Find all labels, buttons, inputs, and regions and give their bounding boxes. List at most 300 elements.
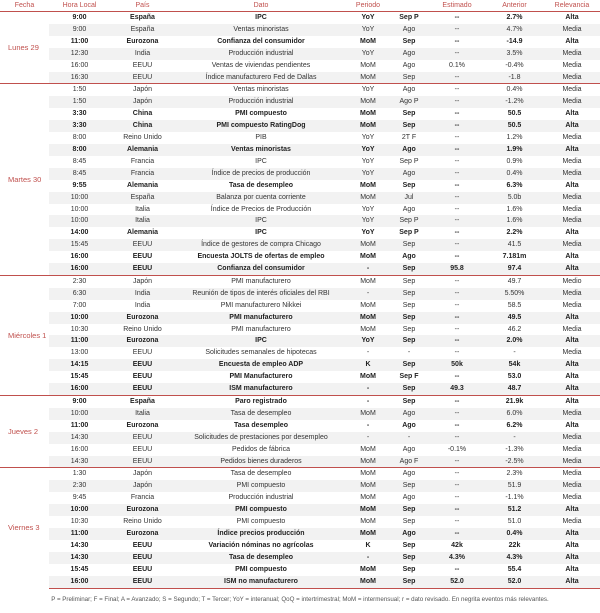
previous-cell: 2.7% [485,12,544,24]
previous-cell: 52.0 [485,576,544,588]
relevance-cell: Alta [544,383,600,395]
relevance-cell: Alta [544,371,600,383]
previous-cell: 0.4% [485,528,544,540]
table-row [0,204,600,216]
country-cell: Japón [110,480,175,492]
period-cell: YoY [347,144,389,156]
indicator-cell: Tasa de desempleo [175,180,347,192]
table-row [0,36,600,48]
indicator-cell: Pedidos de fábrica [175,444,347,456]
estimate-cell: 95.8 [429,263,485,275]
previous-cell: 1.6% [485,204,544,216]
previous-cell: 97.4 [485,263,544,275]
previous-cell: 6.3% [485,180,544,192]
relevance-cell: Alta [544,108,600,120]
table-row [0,528,600,540]
table-row [0,12,600,24]
reference-cell: Sep [389,72,429,84]
period-cell: K [347,540,389,552]
estimate-cell: -- [429,335,485,347]
day-label: Miércoles 1 [0,275,49,395]
relevance-cell: Media [544,300,600,312]
relevance-cell: Media [544,347,600,359]
table-row [0,275,600,287]
previous-cell: 0.4% [485,168,544,180]
table-row [0,96,600,108]
indicator-cell: PMI compuesto [175,516,347,528]
reference-cell: Sep [389,180,429,192]
time-cell: 16:00 [49,263,110,275]
reference-cell: Sep P [389,156,429,168]
time-cell: 11:00 [49,528,110,540]
period-cell: YoY [347,215,389,227]
indicator-cell: PIB [175,132,347,144]
time-cell: 7:00 [49,300,110,312]
period-cell: MoM [347,108,389,120]
estimate-cell: -- [429,480,485,492]
time-cell: 14:00 [49,227,110,239]
previous-cell: 2.2% [485,227,544,239]
estimate-cell: -- [429,300,485,312]
estimate-cell: -- [429,48,485,60]
country-cell: Eurozona [110,504,175,516]
previous-cell: 51.9 [485,480,544,492]
country-cell: Eurozona [110,335,175,347]
time-cell: 1:50 [49,96,110,108]
reference-cell: Sep [389,263,429,275]
previous-cell: 6.0% [485,408,544,420]
indicator-cell: Ventas de viviendas pendientes [175,60,347,72]
period-cell: - [347,347,389,359]
day-label: Martes 30 [0,84,49,276]
reference-cell: Sep [389,576,429,588]
table-row [0,540,600,552]
estimate-cell: -- [429,108,485,120]
previous-cell: 22k [485,540,544,552]
indicator-cell: Producción industrial [175,48,347,60]
reference-cell: Sep P [389,12,429,24]
relevance-cell: Alta [544,396,600,408]
previous-cell: -1.3% [485,444,544,456]
indicator-cell: ISM no manufacturero [175,576,347,588]
estimate-cell: -- [429,204,485,216]
indicator-cell: Ventas minoristas [175,24,347,36]
table-row [0,108,600,120]
country-cell: Reino Unido [110,324,175,336]
table-row [0,504,600,516]
previous-cell: -0.4% [485,60,544,72]
col-header-relevancia: Relevancia [544,0,600,12]
country-cell: Reino Unido [110,132,175,144]
previous-cell: 58.5 [485,300,544,312]
table-row [0,371,600,383]
previous-cell: 4.3% [485,552,544,564]
period-cell: MoM [347,60,389,72]
estimate-cell: 52.0 [429,576,485,588]
estimate-cell: -0.1% [429,444,485,456]
relevance-cell: Alta [544,540,600,552]
period-cell: MoM [347,72,389,84]
col-header-fecha: Fecha [0,0,49,12]
col-header-referencia [389,0,429,12]
period-cell: MoM [347,504,389,516]
time-cell: 10:00 [49,312,110,324]
relevance-cell: Media [544,456,600,468]
estimate-cell: -- [429,36,485,48]
reference-cell: Ago [389,204,429,216]
previous-cell: 3.5% [485,48,544,60]
indicator-cell: Tasa de desempleo [175,468,347,480]
table-row [0,300,600,312]
estimate-cell: -- [429,275,485,287]
estimate-cell: 0.1% [429,60,485,72]
table-row [0,347,600,359]
period-cell: - [347,552,389,564]
country-cell: Eurozona [110,36,175,48]
previous-cell: 55.4 [485,564,544,576]
relevance-cell: Alta [544,335,600,347]
table-row [0,215,600,227]
indicator-cell: Tasa desempleo [175,420,347,432]
reference-cell: Ago [389,251,429,263]
reference-cell: Ago [389,24,429,36]
period-cell: MoM [347,300,389,312]
indicator-cell: Índice manufacturero Fed de Dallas [175,72,347,84]
country-cell: EEUU [110,359,175,371]
indicator-cell: PMI manufacturero [175,312,347,324]
previous-cell: 1.2% [485,132,544,144]
indicator-cell: IPC [175,227,347,239]
period-cell: MoM [347,480,389,492]
indicator-cell: PMI compuesto RatingDog [175,120,347,132]
reference-cell: Sep [389,516,429,528]
relevance-cell: Media [544,288,600,300]
legend-note: P = Preliminar; F = Final; A = Avanzado; S = Segundo; T = Tercer; YoY = interanual; QoQ = intertrimestral; MoM = intermensual; r = dato revisado. En negrita eventos más relevantes. [51,596,549,603]
estimate-cell: -- [429,180,485,192]
table-row [0,432,600,444]
country-cell: EEUU [110,263,175,275]
country-cell: Eurozona [110,528,175,540]
table-row [0,227,600,239]
col-header-hora: Hora Local [49,0,110,12]
previous-cell: -1.1% [485,492,544,504]
period-cell: YoY [347,48,389,60]
relevance-cell: Media [544,72,600,84]
indicator-cell: IPC [175,12,347,24]
table-row [0,120,600,132]
estimate-cell: -- [429,456,485,468]
reference-cell: Ago [389,492,429,504]
table-row [0,239,600,251]
country-cell: EEUU [110,371,175,383]
indicator-cell: IPC [175,156,347,168]
relevance-cell: Media [544,192,600,204]
indicator-cell: PMI compuesto [175,108,347,120]
time-cell: 8:45 [49,168,110,180]
table-row [0,312,600,324]
indicator-cell: Producción industrial [175,492,347,504]
period-cell: YoY [347,12,389,24]
relevance-cell: Alta [544,564,600,576]
estimate-cell: -- [429,564,485,576]
table-row [0,480,600,492]
indicator-cell: Índice de Precios de Producción [175,204,347,216]
reference-cell: Sep [389,324,429,336]
relevance-cell: Media [544,24,600,36]
table-row [0,408,600,420]
previous-cell: 7.181m [485,251,544,263]
indicator-cell: Solicitudes semanales de hipotecas [175,347,347,359]
country-cell: Japón [110,275,175,287]
reference-cell: Sep [389,239,429,251]
previous-cell: 54k [485,359,544,371]
country-cell: Alemania [110,227,175,239]
previous-cell: 51.0 [485,516,544,528]
relevance-cell: Media [544,408,600,420]
relevance-cell: Alta [544,263,600,275]
period-cell: YoY [347,335,389,347]
time-cell: 10:00 [49,215,110,227]
relevance-cell: Alta [544,420,600,432]
indicator-cell: Encuesta JOLTS de ofertas de empleo [175,251,347,263]
period-cell: MoM [347,324,389,336]
indicator-cell: Índice de precios de producción [175,168,347,180]
previous-cell: 51.2 [485,504,544,516]
estimate-cell: -- [429,12,485,24]
period-cell: MoM [347,371,389,383]
period-cell: YoY [347,24,389,36]
period-cell: YoY [347,84,389,96]
time-cell: 6:30 [49,288,110,300]
reference-cell: Ago [389,528,429,540]
time-cell: 9:45 [49,492,110,504]
indicator-cell: PMI Manufacturero [175,371,347,383]
relevance-cell: Alta [544,359,600,371]
table-row [0,468,600,480]
previous-cell: 1.6% [485,215,544,227]
country-cell: España [110,12,175,24]
estimate-cell: -- [429,132,485,144]
estimate-cell: -- [429,251,485,263]
country-cell: Japón [110,468,175,480]
country-cell: EEUU [110,552,175,564]
period-cell: MoM [347,239,389,251]
time-cell: 14:15 [49,359,110,371]
table-row [0,564,600,576]
time-cell: 10:00 [49,408,110,420]
indicator-cell: PMI manufacturero [175,324,347,336]
period-cell: YoY [347,156,389,168]
estimate-cell: -- [429,371,485,383]
previous-cell: 2.3% [485,468,544,480]
reference-cell: Ago P [389,96,429,108]
period-cell: MoM [347,36,389,48]
country-cell: EEUU [110,239,175,251]
relevance-cell: Alta [544,227,600,239]
period-cell: MoM [347,528,389,540]
previous-cell: 2.0% [485,335,544,347]
reference-cell: Sep [389,275,429,287]
reference-cell: Ago [389,84,429,96]
country-cell: Alemania [110,144,175,156]
relevance-cell: Alta [544,528,600,540]
time-cell: 1:30 [49,468,110,480]
country-cell: India [110,300,175,312]
indicator-cell: PMI compuesto [175,504,347,516]
indicator-cell: PMI manufacturero [175,275,347,287]
period-cell: MoM [347,468,389,480]
indicator-cell: Encuesta de empleo ADP [175,359,347,371]
relevance-cell: Alta [544,120,600,132]
time-cell: 2:30 [49,480,110,492]
previous-cell: 50.5 [485,120,544,132]
reference-cell: Sep F [389,371,429,383]
estimate-cell: -- [429,312,485,324]
estimate-cell: -- [429,192,485,204]
reference-cell: Sep [389,108,429,120]
time-cell: 9:55 [49,180,110,192]
relevance-cell: Media [544,239,600,251]
period-cell: MoM [347,564,389,576]
indicator-cell: Ventas minoristas [175,144,347,156]
previous-cell: 50.5 [485,108,544,120]
header-row [0,0,600,12]
previous-cell: -14.9 [485,36,544,48]
reference-cell: Ago [389,60,429,72]
country-cell: Francia [110,492,175,504]
table-row [0,576,600,588]
country-cell: Italia [110,204,175,216]
indicator-cell: Confianza del consumidor [175,36,347,48]
table-row [0,552,600,564]
estimate-cell: -- [429,432,485,444]
estimate-cell: -- [429,288,485,300]
estimate-cell: -- [429,72,485,84]
estimate-cell: -- [429,227,485,239]
reference-cell: Ago [389,168,429,180]
country-cell: Reino Unido [110,516,175,528]
time-cell: 16:00 [49,60,110,72]
relevance-cell: Alta [544,180,600,192]
reference-cell: Sep P [389,215,429,227]
table-row [0,396,600,408]
reference-cell: Ago [389,444,429,456]
relevance-cell: Media [544,96,600,108]
relevance-cell: Media [544,215,600,227]
period-cell: - [347,383,389,395]
estimate-cell: -- [429,168,485,180]
table-row [0,456,600,468]
time-cell: 10:00 [49,204,110,216]
period-cell: MoM [347,96,389,108]
previous-cell: 41.5 [485,239,544,251]
col-header-periodo: Periodo [347,0,389,12]
table-row [0,383,600,395]
estimate-cell: -- [429,528,485,540]
table-row [0,263,600,275]
indicator-cell: Índice de gestores de compra Chicago [175,239,347,251]
previous-cell: -1.8 [485,72,544,84]
time-cell: 15:45 [49,564,110,576]
country-cell: Italia [110,408,175,420]
country-cell: España [110,396,175,408]
table-row [0,335,600,347]
indicator-cell: IPC [175,215,347,227]
estimate-cell: -- [429,396,485,408]
time-cell: 10:30 [49,324,110,336]
relevance-cell: Alta [544,576,600,588]
relevance-cell: Media [544,432,600,444]
relevance-cell: Media [544,48,600,60]
relevance-cell: Alta [544,552,600,564]
indicator-cell: Tasa de desempleo [175,408,347,420]
estimate-cell: -- [429,504,485,516]
relevance-cell: Media [544,492,600,504]
period-cell: MoM [347,456,389,468]
period-cell: - [347,432,389,444]
previous-cell: 6.2% [485,420,544,432]
time-cell: 11:00 [49,36,110,48]
country-cell: Japón [110,96,175,108]
period-cell: - [347,396,389,408]
previous-cell: -2.5% [485,456,544,468]
indicator-cell: IPC [175,335,347,347]
reference-cell: Sep [389,564,429,576]
table-row [0,444,600,456]
relevance-cell: Alta [544,36,600,48]
previous-cell: 1.9% [485,144,544,156]
country-cell: India [110,288,175,300]
table-row [0,72,600,84]
time-cell: 9:00 [49,396,110,408]
period-cell: K [347,359,389,371]
period-cell: MoM [347,120,389,132]
period-cell: YoY [347,204,389,216]
previous-cell: 5.50% [485,288,544,300]
day-label: Jueves 2 [0,396,49,468]
indicator-cell: Tasa de desempleo [175,552,347,564]
indicator-cell: Reunión de tipos de interés oficiales del RBI [175,288,347,300]
estimate-cell: -- [429,156,485,168]
day-label: Viernes 3 [0,468,49,588]
time-cell: 16:00 [49,251,110,263]
previous-cell: 21.9k [485,396,544,408]
reference-cell: Sep [389,36,429,48]
reference-cell: Sep [389,396,429,408]
country-cell: EEUU [110,60,175,72]
table-row [0,420,600,432]
country-cell: China [110,108,175,120]
relevance-cell: Media [544,480,600,492]
country-cell: Eurozona [110,420,175,432]
time-cell: 9:00 [49,12,110,24]
country-cell: Alemania [110,180,175,192]
time-cell: 8:45 [49,156,110,168]
reference-cell: Sep [389,359,429,371]
estimate-cell: -- [429,96,485,108]
table-row [0,168,600,180]
country-cell: España [110,192,175,204]
previous-cell: -1.2% [485,96,544,108]
time-cell: 14:30 [49,540,110,552]
period-cell: - [347,263,389,275]
time-cell: 2:30 [49,275,110,287]
table-row [0,359,600,371]
reference-cell: Sep [389,300,429,312]
estimate-cell: -- [429,324,485,336]
period-cell: MoM [347,180,389,192]
indicator-cell: ISM manufacturero [175,383,347,395]
